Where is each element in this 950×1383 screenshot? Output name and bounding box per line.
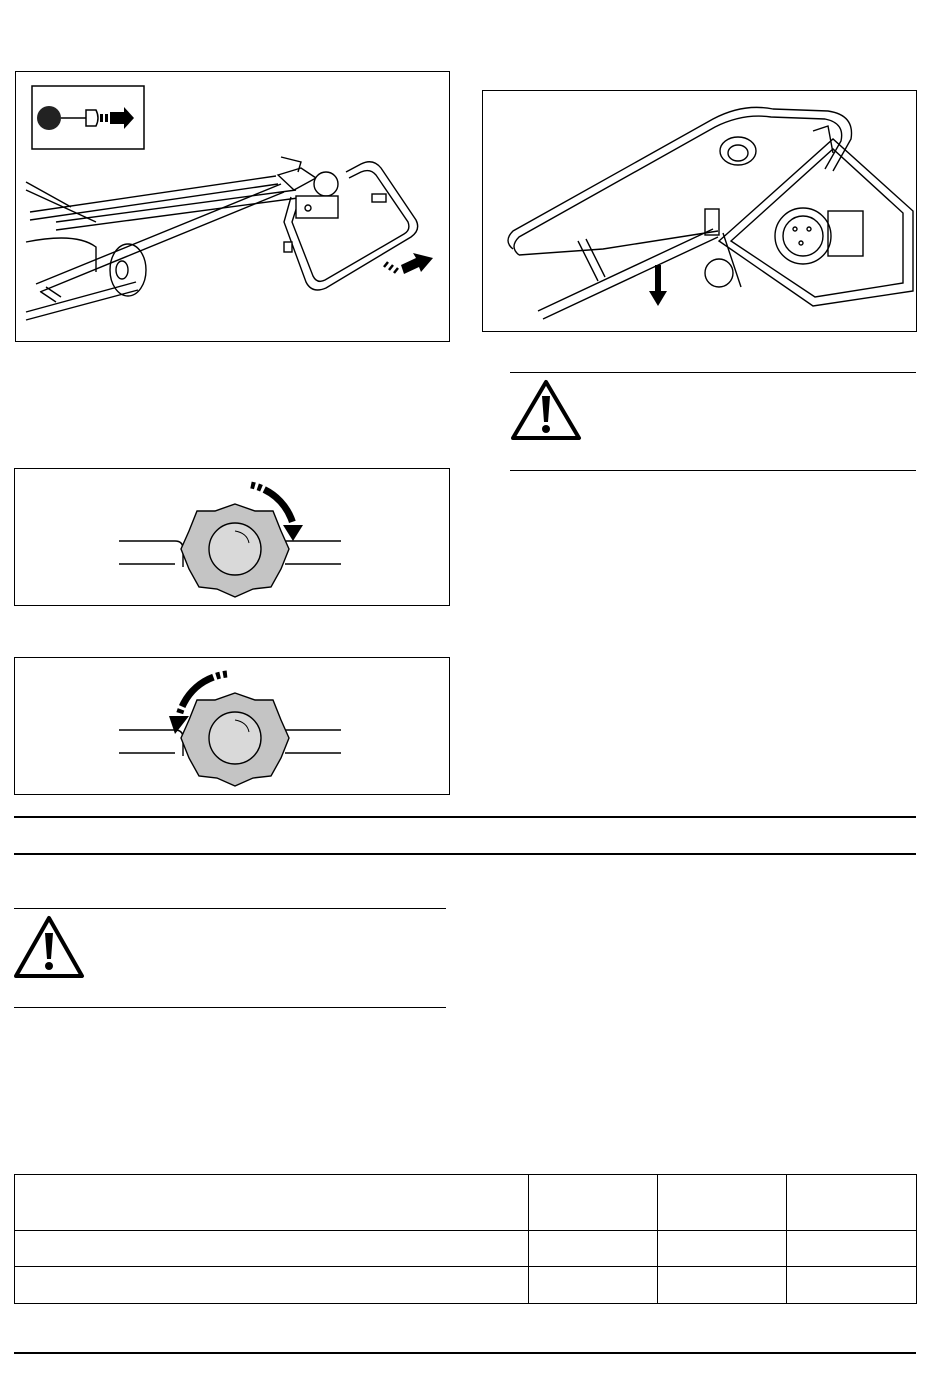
table-cell [529, 1267, 658, 1304]
table-cell [658, 1267, 787, 1304]
plug-disconnect-icon [32, 86, 144, 149]
table-cell [658, 1175, 787, 1231]
table-row [15, 1267, 917, 1304]
table-cell [15, 1267, 529, 1304]
pull-arrow-icon [384, 253, 433, 274]
section-rule-top [14, 816, 916, 818]
warning-triangle-icon [510, 378, 582, 442]
table-cell [15, 1231, 529, 1267]
figure-knob-tighten [14, 468, 450, 606]
figure-handle-unfold [15, 71, 450, 342]
table-cell [787, 1231, 917, 1267]
table-cell [529, 1231, 658, 1267]
table-cell [15, 1175, 529, 1231]
table-header-row [15, 1175, 917, 1231]
footer-rule [14, 1352, 916, 1354]
warning-triangle-icon [12, 914, 86, 980]
spec-table [14, 1174, 917, 1304]
table-cell [529, 1175, 658, 1231]
table-cell [787, 1267, 917, 1304]
table-row [15, 1231, 917, 1267]
figure-knob-loosen [14, 657, 450, 795]
figure-cable-bracket [482, 90, 917, 332]
table-cell [787, 1175, 917, 1231]
table-cell [658, 1231, 787, 1267]
section-rule-bottom [14, 853, 916, 855]
